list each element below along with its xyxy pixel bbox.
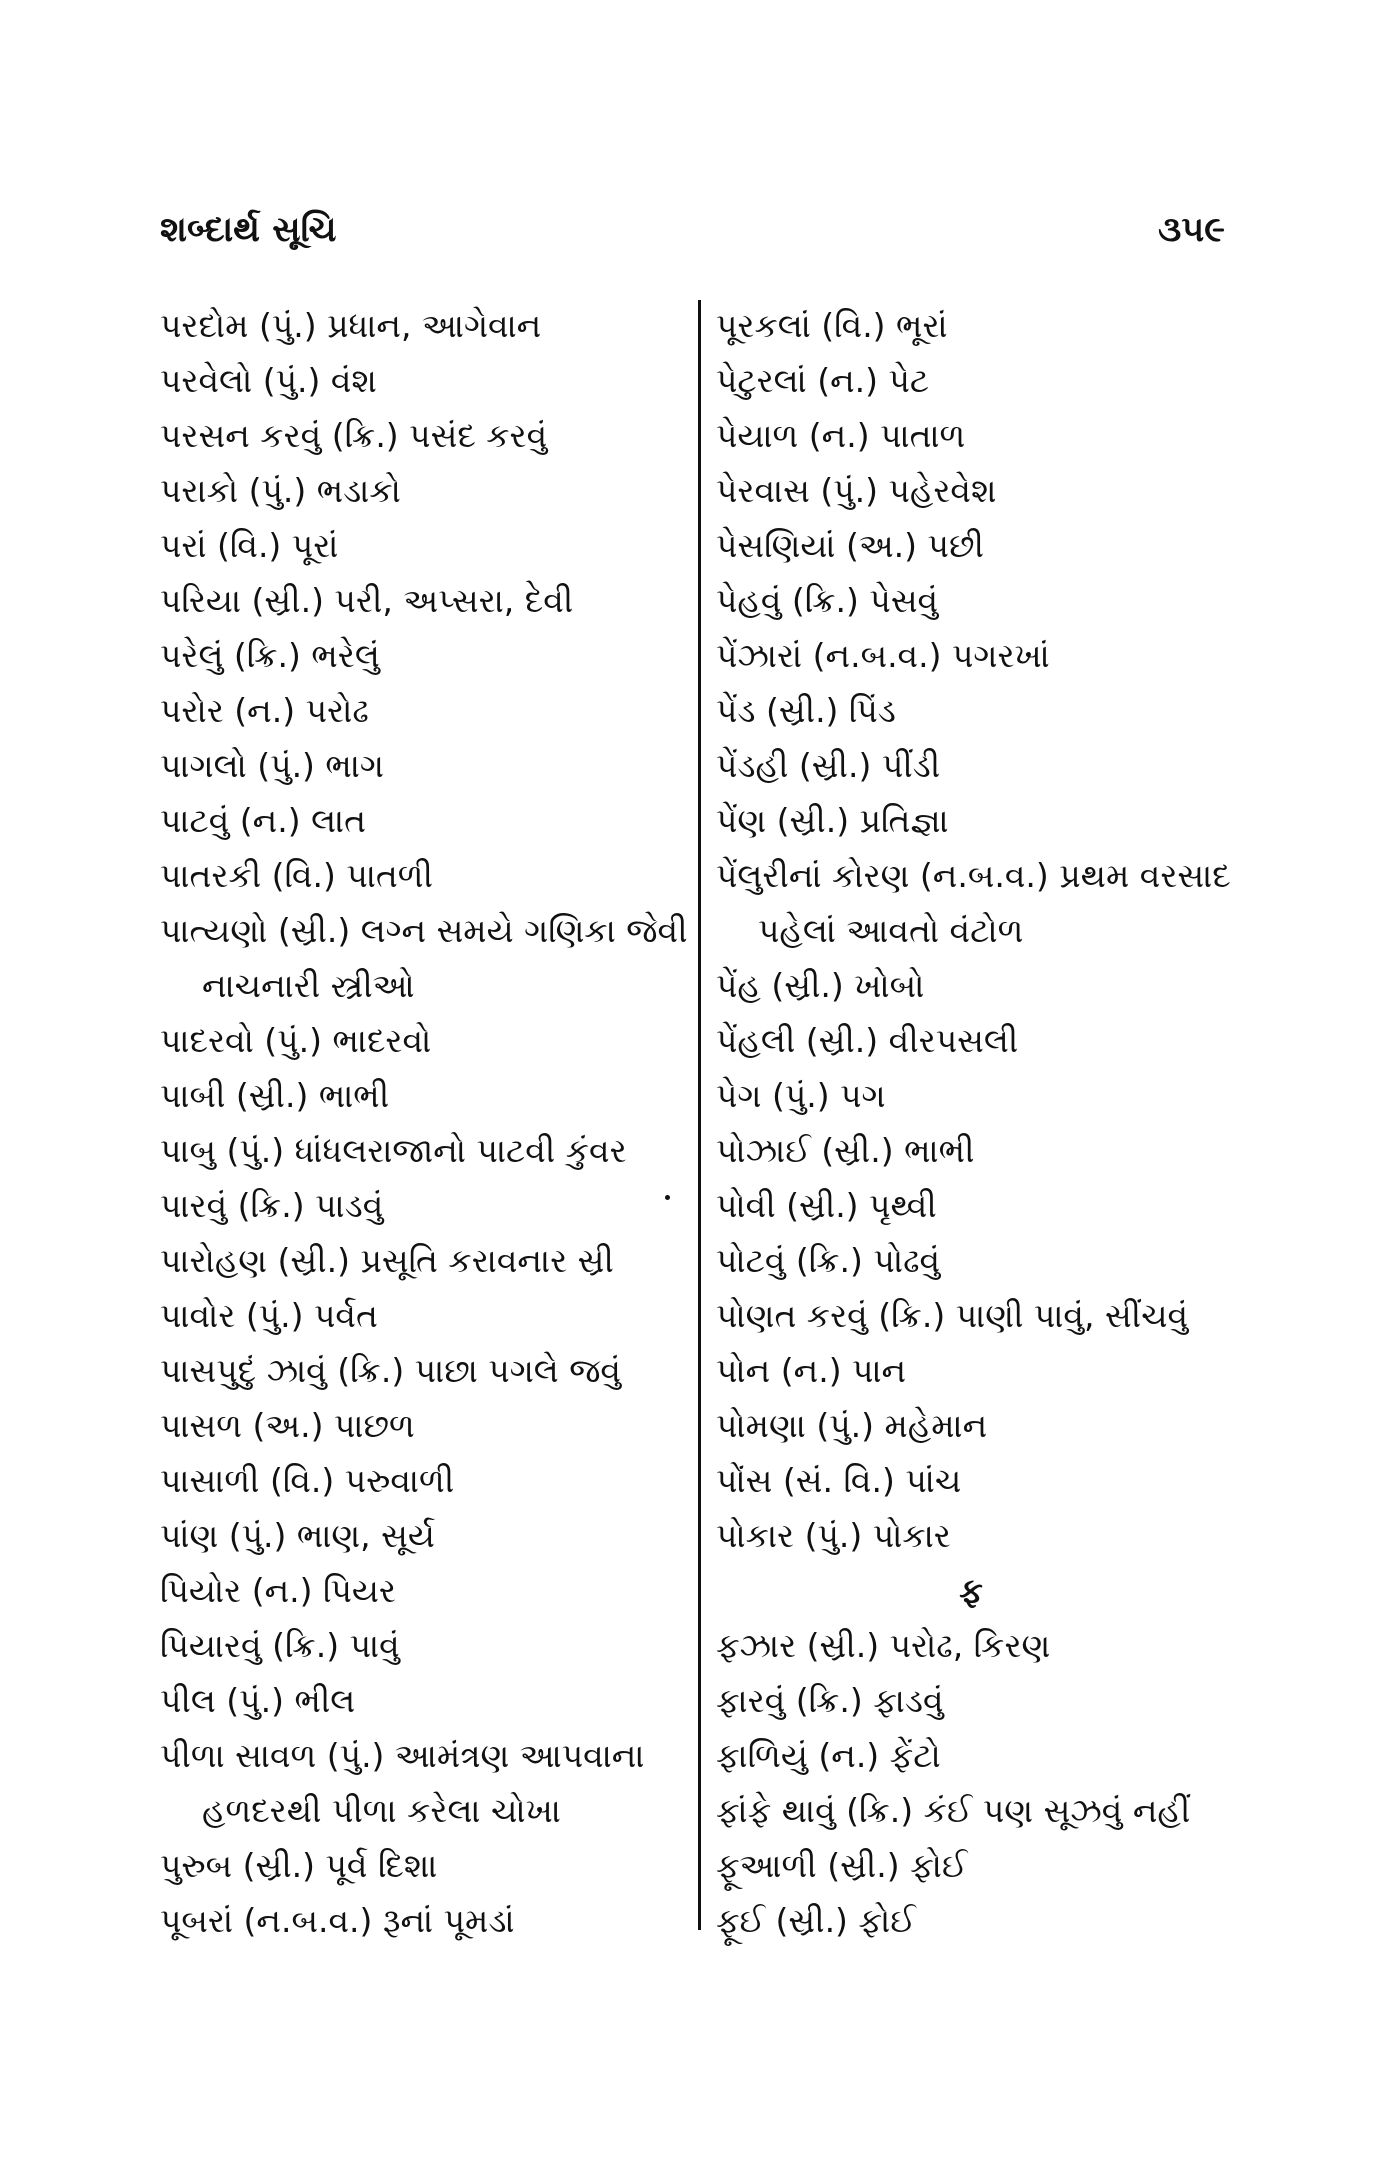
glossary-entry: પેયાળ (ન.) પાતાળ xyxy=(716,416,966,455)
glossary-entry: પોંસ (સં. વિ.) પાંચ xyxy=(716,1461,962,1500)
glossary-entry: પરોર (ન.) પરોઢ xyxy=(160,691,369,730)
glossary-entry: પેટુરલાં (ન.) પેટ xyxy=(716,361,930,400)
glossary-entry: પોન (ન.) પાન xyxy=(716,1351,907,1390)
glossary-entry: પોમણા (પું.) મહેમાન xyxy=(716,1406,988,1445)
glossary-entry: પાસપુદું ઝાવું (ક્રિ.) પાછા પગલે જવું xyxy=(160,1351,621,1390)
glossary-entry: પરવેલો (પું.) વંશ xyxy=(160,361,377,400)
glossary-entry: પોકાર (પું.) પોકાર xyxy=(716,1516,951,1555)
glossary-entry: પોણત કરવું (ક્રિ.) પાણી પાવું, સીંચવું xyxy=(716,1296,1189,1335)
glossary-entry: પરિયા (સ્રી.) પરી, અપ્સરા, દેવી xyxy=(160,581,574,620)
glossary-entry: પરાં (વિ.) પૂરાં xyxy=(160,526,339,565)
glossary-entry: પિયારવું (ક્રિ.) પાવું xyxy=(160,1626,400,1665)
glossary-entry: ફાંફે થાવું (ક્રિ.) કંઈ પણ સૂઝવું નહીં xyxy=(716,1791,1191,1830)
glossary-entry: પેસણિયાં (અ.) પછી xyxy=(716,526,984,565)
glossary-entry-continuation: હળદરથી પીળા કરેલા ચોખા xyxy=(202,1791,561,1830)
glossary-entry: પુરુબ (સ્રી.) પૂર્વ દિશા xyxy=(160,1846,438,1885)
glossary-entry: પેંડહી (સ્રી.) પીંડી xyxy=(716,746,941,785)
glossary-entry: પોટવું (ક્રિ.) પોઢવું xyxy=(716,1241,941,1280)
glossary-entry: પાબુ (પું.) ધાંધલરાજાનો પાટવી કુંવર xyxy=(160,1131,627,1170)
glossary-entry: પાસળ (અ.) પાછળ xyxy=(160,1406,415,1445)
glossary-entry: પૂરકલાં (વિ.) ભૂરાં xyxy=(716,306,948,345)
glossary-entry: પેંઝારાં (ન.બ.વ.) પગરખાં xyxy=(716,636,1050,675)
glossary-entry: પેહવું (ક્રિ.) પેસવું xyxy=(716,581,939,620)
glossary-entry: પારોહણ (સ્રી.) પ્રસૂતિ કરાવનાર સ્રી xyxy=(160,1241,614,1280)
glossary-entry-continuation: નાચનારી સ્ત્રીઓ xyxy=(202,966,415,1005)
glossary-entry: ફાળિયું (ન.) ફેંટો xyxy=(716,1736,941,1775)
glossary-entry: પરદોમ (પું.) પ્રધાન, આગેવાન xyxy=(160,306,542,345)
glossary-entry: પાતરકી (વિ.) પાતળી xyxy=(160,856,433,895)
left-column xyxy=(160,298,690,1948)
page-number: ૩૫૯ xyxy=(1157,210,1225,250)
glossary-entry: પીળા સાવળ (પું.) આમંત્રણ આપવાના xyxy=(160,1736,645,1775)
glossary-entry: પેંણ (સ્રી.) પ્રતિજ્ઞા xyxy=(716,801,949,840)
section-letter-heading: ફ xyxy=(959,1571,983,1610)
glossary-entry-continuation: પહેલાં આવતો વંટોળ xyxy=(758,911,1024,950)
glossary-entry: પોવી (સ્રી.) પૃથ્વી xyxy=(716,1186,937,1225)
right-column xyxy=(716,298,1231,1948)
glossary-entry: પરેલું (ક્રિ.) ભરેલું xyxy=(160,636,380,675)
glossary-entry: પેંલુરીનાં કોરણ (ન.બ.વ.) પ્રથમ વરસાદ xyxy=(716,856,1231,895)
glossary-entry: પાગલો (પું.) ભાગ xyxy=(160,746,385,785)
glossary-entry: ફૂઆળી (સ્રી.) ફોઈ xyxy=(716,1846,968,1885)
glossary-entry: પિયોર (ન.) પિયર xyxy=(160,1571,396,1610)
glossary-entry: પાસાળી (વિ.) પરુવાળી xyxy=(160,1461,455,1500)
glossary-entry: પૂબરાં (ન.બ.વ.) રૂનાં પૂમડાં xyxy=(160,1901,515,1940)
glossary-entry: ફઝાર (સ્રી.) પરોઢ, કિરણ xyxy=(716,1626,1051,1665)
glossary-entry: ફારવું (ક્રિ.) ફાડવું xyxy=(716,1681,944,1720)
glossary-entry: પરાકો (પું.) ભડાકો xyxy=(160,471,401,510)
glossary-entry: પીલ (પું.) ભીલ xyxy=(160,1681,356,1720)
glossary-entry: પાટવું (ન.) લાત xyxy=(160,801,366,840)
glossary-entry: પારવું (ક્રિ.) પાડવું xyxy=(160,1186,384,1225)
glossary-entry: પાત્યણો (સ્રી.) લગ્ન સમયે ગણિકા જેવી xyxy=(160,911,688,950)
glossary-entry: પેરવાસ (પું.) પહેરવેશ xyxy=(716,471,997,510)
glossary-entry: પેગ (પું.) પગ xyxy=(716,1076,886,1115)
glossary-entry: પાવોર (પું.) પર્વત xyxy=(160,1296,378,1335)
glossary-entry: પરસન કરવું (ક્રિ.) પસંદ કરવું xyxy=(160,416,548,455)
column-divider xyxy=(698,300,701,1930)
page-header xyxy=(160,210,1225,250)
running-title: શબ્દાર્થ સૂચિ xyxy=(160,210,337,250)
glossary-entry: પોઝાઈ (સ્રી.) ભાભી xyxy=(716,1131,975,1170)
glossary-entry: પેંહલી (સ્રી.) વીરપસલી xyxy=(716,1021,1019,1060)
glossary-entry: ફૂઈ (સ્રી.) ફોઈ xyxy=(716,1901,916,1940)
glossary-entry: પેંહ (સ્રી.) ખોબો xyxy=(716,966,925,1005)
glossary-entry: પાદરવો (પું.) ભાદરવો xyxy=(160,1021,432,1060)
glossary-entry: પાબી (સ્રી.) ભાભી xyxy=(160,1076,390,1115)
glossary-entry: પેંડ (સ્રી.) પિંડ xyxy=(716,691,896,730)
glossary-entry: પાંણ (પું.) ભાણ, સૂર્ય xyxy=(160,1516,435,1555)
